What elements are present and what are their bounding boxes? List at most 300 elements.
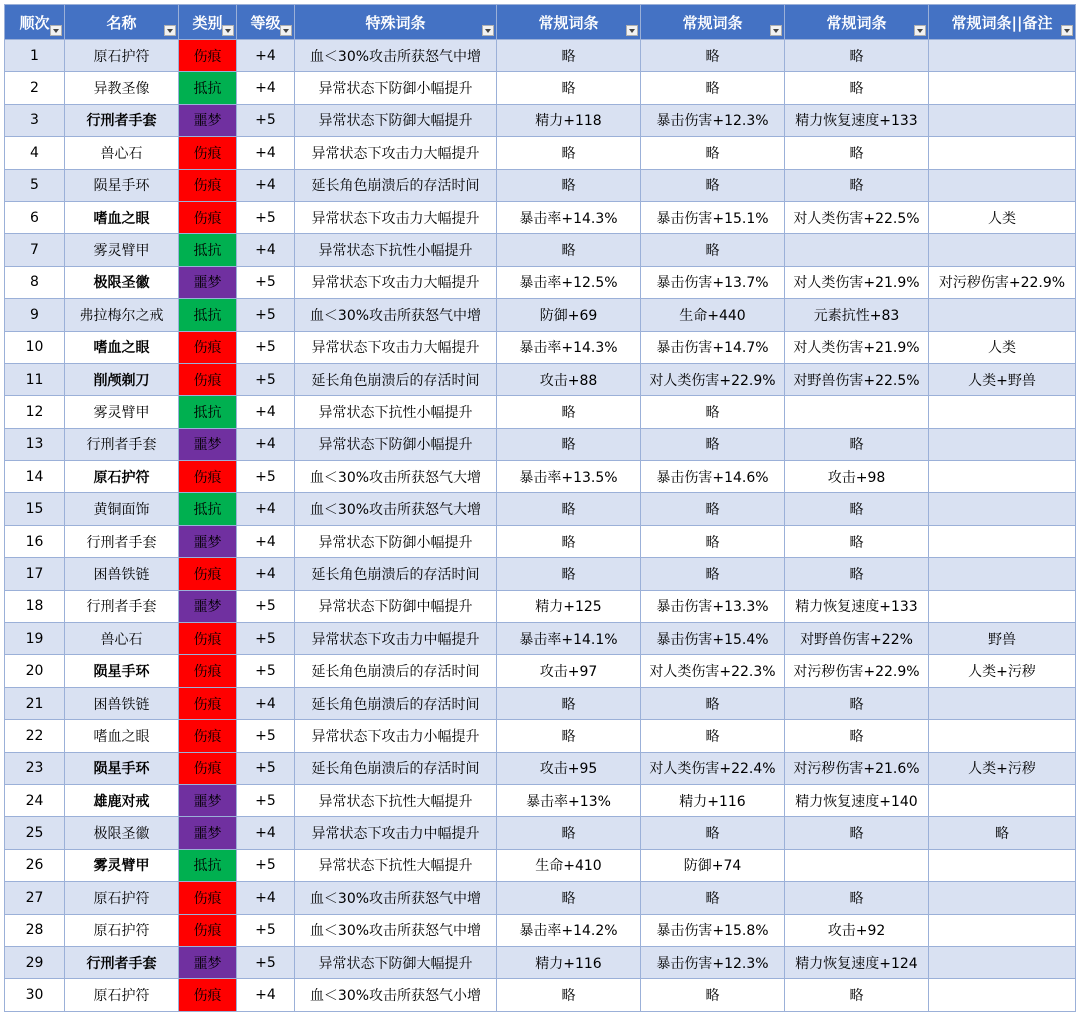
cell-regular-3[interactable]: 略 xyxy=(785,525,929,557)
cell-order[interactable]: 29 xyxy=(5,946,65,978)
filter-dropdown-icon[interactable] xyxy=(164,25,176,36)
table-row xyxy=(5,525,1076,557)
column-header-4 xyxy=(295,5,497,40)
cell-order[interactable]: 3 xyxy=(5,104,65,136)
cell-note[interactable] xyxy=(929,169,1076,201)
cell-special[interactable]: 血＜30%攻击所获怒气小增 xyxy=(295,979,497,1011)
cell-regular-2[interactable]: 生命+440 xyxy=(641,299,785,331)
cell-category[interactable]: 抵抗 xyxy=(179,234,237,266)
cell-order[interactable]: 6 xyxy=(5,201,65,233)
cell-note[interactable] xyxy=(929,137,1076,169)
cell-order[interactable]: 14 xyxy=(5,461,65,493)
cell-name[interactable]: 雾灵臂甲 xyxy=(65,234,179,266)
filter-dropdown-icon[interactable] xyxy=(914,25,926,36)
cell-regular-1[interactable]: 精力+118 xyxy=(497,104,641,136)
cell-order[interactable]: 30 xyxy=(5,979,65,1011)
cell-note[interactable]: 略 xyxy=(929,817,1076,849)
cell-note[interactable] xyxy=(929,104,1076,136)
cell-regular-3[interactable] xyxy=(785,396,929,428)
cell-note[interactable] xyxy=(929,784,1076,816)
cell-regular-1[interactable]: 略 xyxy=(497,169,641,201)
cell-name[interactable]: 原石护符 xyxy=(65,882,179,914)
cell-category[interactable]: 抵抗 xyxy=(179,849,237,881)
cell-order[interactable]: 2 xyxy=(5,72,65,104)
cell-regular-2[interactable]: 略 xyxy=(641,40,785,72)
cell-level[interactable]: +4 xyxy=(237,493,295,525)
cell-name[interactable]: 陨星手环 xyxy=(65,169,179,201)
cell-name[interactable]: 陨星手环 xyxy=(65,655,179,687)
cell-regular-3[interactable]: 略 xyxy=(785,169,929,201)
cell-order[interactable]: 12 xyxy=(5,396,65,428)
cell-name[interactable]: 原石护符 xyxy=(65,914,179,946)
cell-order[interactable]: 16 xyxy=(5,525,65,557)
cell-special[interactable]: 延长角色崩溃后的存活时间 xyxy=(295,655,497,687)
cell-regular-1[interactable]: 略 xyxy=(497,882,641,914)
cell-category[interactable]: 伤痕 xyxy=(179,687,237,719)
cell-regular-2[interactable]: 略 xyxy=(641,493,785,525)
cell-regular-1[interactable]: 精力+125 xyxy=(497,590,641,622)
cell-regular-3[interactable]: 对人类伤害+21.9% xyxy=(785,331,929,363)
cell-regular-3[interactable]: 对人类伤害+21.9% xyxy=(785,266,929,298)
column-header-label: 常规词条 xyxy=(826,13,887,32)
cell-note[interactable] xyxy=(929,461,1076,493)
cell-order[interactable]: 23 xyxy=(5,752,65,784)
table-row xyxy=(5,720,1076,752)
cell-order[interactable]: 1 xyxy=(5,40,65,72)
cell-special[interactable]: 异常状态下抗性大幅提升 xyxy=(295,849,497,881)
cell-category[interactable]: 伤痕 xyxy=(179,752,237,784)
filter-dropdown-icon[interactable] xyxy=(222,25,234,36)
cell-note[interactable] xyxy=(929,72,1076,104)
cell-regular-1[interactable]: 略 xyxy=(497,558,641,590)
cell-order[interactable]: 5 xyxy=(5,169,65,201)
cell-note[interactable]: 对污秽伤害+22.9% xyxy=(929,266,1076,298)
table-row xyxy=(5,428,1076,460)
cell-order[interactable]: 9 xyxy=(5,299,65,331)
cell-regular-1[interactable]: 略 xyxy=(497,979,641,1011)
column-header-6 xyxy=(641,5,785,40)
cell-special[interactable]: 异常状态下攻击力大幅提升 xyxy=(295,331,497,363)
cell-note[interactable] xyxy=(929,946,1076,978)
cell-note[interactable]: 野兽 xyxy=(929,623,1076,655)
cell-regular-1[interactable]: 略 xyxy=(497,234,641,266)
cell-category[interactable]: 伤痕 xyxy=(179,461,237,493)
cell-regular-2[interactable]: 略 xyxy=(641,169,785,201)
cell-regular-1[interactable]: 攻击+95 xyxy=(497,752,641,784)
cell-special[interactable]: 血＜30%攻击所获怒气大增 xyxy=(295,493,497,525)
cell-note[interactable]: 人类+野兽 xyxy=(929,363,1076,395)
cell-order[interactable]: 25 xyxy=(5,817,65,849)
cell-note[interactable] xyxy=(929,914,1076,946)
cell-order[interactable]: 20 xyxy=(5,655,65,687)
cell-regular-3[interactable]: 对野兽伤害+22.5% xyxy=(785,363,929,395)
cell-name[interactable]: 雾灵臂甲 xyxy=(65,849,179,881)
cell-order[interactable]: 27 xyxy=(5,882,65,914)
cell-regular-2[interactable]: 对人类伤害+22.9% xyxy=(641,363,785,395)
cell-regular-2[interactable]: 略 xyxy=(641,817,785,849)
cell-regular-1[interactable]: 暴击率+14.3% xyxy=(497,201,641,233)
cell-regular-2[interactable]: 对人类伤害+22.3% xyxy=(641,655,785,687)
cell-regular-3[interactable]: 攻击+92 xyxy=(785,914,929,946)
cell-name[interactable]: 兽心石 xyxy=(65,623,179,655)
cell-regular-3[interactable]: 元素抗性+83 xyxy=(785,299,929,331)
cell-level[interactable]: +5 xyxy=(237,623,295,655)
cell-level[interactable]: +4 xyxy=(237,169,295,201)
cell-special[interactable]: 血＜30%攻击所获怒气中增 xyxy=(295,40,497,72)
cell-note[interactable] xyxy=(929,590,1076,622)
cell-regular-3[interactable]: 对人类伤害+22.5% xyxy=(785,201,929,233)
filter-dropdown-icon[interactable] xyxy=(1061,25,1073,36)
column-header-2 xyxy=(179,5,237,40)
cell-regular-1[interactable]: 暴击率+14.3% xyxy=(497,331,641,363)
cell-level[interactable]: +5 xyxy=(237,266,295,298)
cell-category[interactable]: 抵抗 xyxy=(179,396,237,428)
cell-note[interactable]: 人类 xyxy=(929,331,1076,363)
cell-level[interactable]: +5 xyxy=(237,946,295,978)
cell-name[interactable]: 嗜血之眼 xyxy=(65,720,179,752)
cell-level[interactable]: +4 xyxy=(237,817,295,849)
cell-regular-3[interactable] xyxy=(785,234,929,266)
cell-special[interactable]: 异常状态下抗性小幅提升 xyxy=(295,234,497,266)
cell-name[interactable]: 原石护符 xyxy=(65,40,179,72)
column-header-0 xyxy=(5,5,65,40)
cell-category[interactable]: 伤痕 xyxy=(179,914,237,946)
cell-category[interactable]: 伤痕 xyxy=(179,558,237,590)
table-row xyxy=(5,784,1076,816)
cell-regular-2[interactable]: 略 xyxy=(641,396,785,428)
cell-regular-1[interactable]: 暴击率+14.1% xyxy=(497,623,641,655)
cell-regular-3[interactable]: 对野兽伤害+22% xyxy=(785,623,929,655)
cell-category[interactable]: 伤痕 xyxy=(179,363,237,395)
column-header-7 xyxy=(785,5,929,40)
cell-order[interactable]: 8 xyxy=(5,266,65,298)
cell-regular-3[interactable]: 略 xyxy=(785,72,929,104)
cell-note[interactable] xyxy=(929,882,1076,914)
cell-category[interactable]: 伤痕 xyxy=(179,882,237,914)
cell-name[interactable]: 嗜血之眼 xyxy=(65,331,179,363)
cell-level[interactable]: +5 xyxy=(237,752,295,784)
cell-regular-1[interactable]: 暴击率+14.2% xyxy=(497,914,641,946)
cell-regular-1[interactable]: 暴击率+13% xyxy=(497,784,641,816)
cell-name[interactable]: 行刑者手套 xyxy=(65,946,179,978)
cell-category[interactable]: 噩梦 xyxy=(179,266,237,298)
filter-dropdown-icon[interactable] xyxy=(626,25,638,36)
cell-name[interactable]: 困兽铁链 xyxy=(65,558,179,590)
filter-dropdown-icon[interactable] xyxy=(50,25,62,36)
cell-note[interactable] xyxy=(929,40,1076,72)
cell-level[interactable]: +4 xyxy=(237,558,295,590)
cell-regular-1[interactable]: 略 xyxy=(497,525,641,557)
cell-name[interactable]: 嗜血之眼 xyxy=(65,201,179,233)
cell-special[interactable]: 异常状态下防御中幅提升 xyxy=(295,590,497,622)
cell-level[interactable]: +5 xyxy=(237,363,295,395)
cell-regular-2[interactable]: 略 xyxy=(641,137,785,169)
cell-regular-3[interactable]: 攻击+98 xyxy=(785,461,929,493)
cell-regular-3[interactable]: 略 xyxy=(785,817,929,849)
cell-level[interactable]: +4 xyxy=(237,234,295,266)
cell-name[interactable]: 行刑者手套 xyxy=(65,525,179,557)
cell-level[interactable]: +4 xyxy=(237,72,295,104)
cell-category[interactable]: 伤痕 xyxy=(179,169,237,201)
cell-special[interactable]: 异常状态下攻击力中幅提升 xyxy=(295,817,497,849)
cell-note[interactable] xyxy=(929,687,1076,719)
cell-order[interactable]: 17 xyxy=(5,558,65,590)
cell-regular-1[interactable]: 略 xyxy=(497,817,641,849)
cell-name[interactable]: 弗拉梅尔之戒 xyxy=(65,299,179,331)
cell-regular-2[interactable]: 暴击伤害+15.8% xyxy=(641,914,785,946)
cell-name[interactable]: 兽心石 xyxy=(65,137,179,169)
cell-note[interactable] xyxy=(929,525,1076,557)
cell-regular-1[interactable]: 略 xyxy=(497,720,641,752)
cell-level[interactable]: +4 xyxy=(237,428,295,460)
cell-name[interactable]: 异教圣像 xyxy=(65,72,179,104)
cell-level[interactable]: +5 xyxy=(237,784,295,816)
cell-name[interactable]: 行刑者手套 xyxy=(65,428,179,460)
cell-regular-1[interactable]: 略 xyxy=(497,396,641,428)
cell-special[interactable]: 血＜30%攻击所获怒气中增 xyxy=(295,299,497,331)
table-row xyxy=(5,817,1076,849)
cell-level[interactable]: +4 xyxy=(237,687,295,719)
cell-name[interactable]: 极限圣徽 xyxy=(65,817,179,849)
column-header-label: 名称 xyxy=(106,13,137,32)
cell-category[interactable]: 抵抗 xyxy=(179,72,237,104)
cell-special[interactable]: 异常状态下防御小幅提升 xyxy=(295,525,497,557)
cell-category[interactable]: 噩梦 xyxy=(179,590,237,622)
cell-category[interactable]: 噩梦 xyxy=(179,104,237,136)
cell-special[interactable]: 血＜30%攻击所获怒气大增 xyxy=(295,461,497,493)
cell-regular-3[interactable]: 精力恢复速度+124 xyxy=(785,946,929,978)
cell-note[interactable] xyxy=(929,720,1076,752)
table-row xyxy=(5,299,1076,331)
cell-category[interactable]: 伤痕 xyxy=(179,137,237,169)
filter-dropdown-icon[interactable] xyxy=(770,25,782,36)
cell-regular-3[interactable]: 略 xyxy=(785,428,929,460)
cell-level[interactable]: +4 xyxy=(237,979,295,1011)
cell-regular-2[interactable]: 暴击伤害+13.7% xyxy=(641,266,785,298)
cell-order[interactable]: 26 xyxy=(5,849,65,881)
cell-special[interactable]: 异常状态下攻击力大幅提升 xyxy=(295,137,497,169)
cell-note[interactable] xyxy=(929,493,1076,525)
cell-special[interactable]: 异常状态下攻击力小幅提升 xyxy=(295,720,497,752)
cell-level[interactable]: +5 xyxy=(237,914,295,946)
cell-order[interactable]: 18 xyxy=(5,590,65,622)
cell-level[interactable]: +5 xyxy=(237,720,295,752)
table-row xyxy=(5,363,1076,395)
cell-regular-1[interactable]: 略 xyxy=(497,428,641,460)
cell-regular-2[interactable]: 略 xyxy=(641,882,785,914)
cell-regular-2[interactable]: 暴击伤害+12.3% xyxy=(641,104,785,136)
cell-category[interactable]: 噩梦 xyxy=(179,784,237,816)
cell-category[interactable]: 伤痕 xyxy=(179,979,237,1011)
cell-order[interactable]: 13 xyxy=(5,428,65,460)
header-row xyxy=(5,5,1076,40)
column-header-label: 常规词条||备注 xyxy=(951,13,1053,32)
cell-regular-1[interactable]: 略 xyxy=(497,687,641,719)
cell-special[interactable]: 异常状态下攻击力大幅提升 xyxy=(295,266,497,298)
cell-level[interactable]: +5 xyxy=(237,299,295,331)
cell-special[interactable]: 血＜30%攻击所获怒气中增 xyxy=(295,882,497,914)
cell-level[interactable]: +5 xyxy=(237,590,295,622)
cell-order[interactable]: 19 xyxy=(5,623,65,655)
cell-order[interactable]: 11 xyxy=(5,363,65,395)
cell-regular-1[interactable]: 略 xyxy=(497,493,641,525)
cell-category[interactable]: 噩梦 xyxy=(179,946,237,978)
cell-regular-3[interactable]: 对污秽伤害+21.6% xyxy=(785,752,929,784)
cell-category[interactable]: 伤痕 xyxy=(179,331,237,363)
cell-special[interactable]: 异常状态下攻击力中幅提升 xyxy=(295,623,497,655)
table-row xyxy=(5,882,1076,914)
cell-regular-3[interactable]: 对污秽伤害+22.9% xyxy=(785,655,929,687)
equipment-table xyxy=(4,4,1076,1012)
cell-regular-3[interactable]: 精力恢复速度+140 xyxy=(785,784,929,816)
cell-regular-2[interactable]: 略 xyxy=(641,428,785,460)
cell-category[interactable]: 噩梦 xyxy=(179,428,237,460)
cell-name[interactable]: 原石护符 xyxy=(65,461,179,493)
cell-category[interactable]: 抵抗 xyxy=(179,493,237,525)
cell-regular-1[interactable]: 攻击+88 xyxy=(497,363,641,395)
cell-regular-2[interactable]: 对人类伤害+22.4% xyxy=(641,752,785,784)
cell-level[interactable]: +4 xyxy=(237,396,295,428)
cell-regular-1[interactable]: 暴击率+12.5% xyxy=(497,266,641,298)
cell-regular-3[interactable]: 精力恢复速度+133 xyxy=(785,104,929,136)
cell-note[interactable] xyxy=(929,428,1076,460)
cell-special[interactable]: 异常状态下防御小幅提升 xyxy=(295,72,497,104)
cell-note[interactable] xyxy=(929,558,1076,590)
cell-regular-1[interactable]: 暴击率+13.5% xyxy=(497,461,641,493)
cell-category[interactable]: 噩梦 xyxy=(179,817,237,849)
cell-category[interactable]: 抵抗 xyxy=(179,299,237,331)
cell-category[interactable]: 伤痕 xyxy=(179,655,237,687)
cell-regular-1[interactable]: 略 xyxy=(497,40,641,72)
cell-special[interactable]: 异常状态下抗性大幅提升 xyxy=(295,784,497,816)
cell-note[interactable] xyxy=(929,234,1076,266)
cell-level[interactable]: +5 xyxy=(237,461,295,493)
cell-regular-2[interactable]: 略 xyxy=(641,558,785,590)
cell-note[interactable] xyxy=(929,979,1076,1011)
cell-note[interactable]: 人类 xyxy=(929,201,1076,233)
cell-special[interactable]: 延长角色崩溃后的存活时间 xyxy=(295,752,497,784)
cell-regular-1[interactable]: 生命+410 xyxy=(497,849,641,881)
cell-special[interactable]: 延长角色崩溃后的存活时间 xyxy=(295,558,497,590)
cell-regular-2[interactable]: 暴击伤害+12.3% xyxy=(641,946,785,978)
cell-order[interactable]: 24 xyxy=(5,784,65,816)
cell-note[interactable]: 人类+污秽 xyxy=(929,655,1076,687)
cell-name[interactable]: 黄铜面饰 xyxy=(65,493,179,525)
cell-level[interactable]: +5 xyxy=(237,331,295,363)
cell-regular-2[interactable]: 暴击伤害+13.3% xyxy=(641,590,785,622)
cell-regular-2[interactable]: 略 xyxy=(641,234,785,266)
cell-regular-2[interactable]: 暴击伤害+15.1% xyxy=(641,201,785,233)
cell-order[interactable]: 10 xyxy=(5,331,65,363)
cell-special[interactable]: 延长角色崩溃后的存活时间 xyxy=(295,687,497,719)
cell-regular-3[interactable]: 略 xyxy=(785,979,929,1011)
cell-category[interactable]: 伤痕 xyxy=(179,623,237,655)
cell-regular-1[interactable]: 略 xyxy=(497,137,641,169)
cell-level[interactable]: +4 xyxy=(237,525,295,557)
cell-order[interactable]: 21 xyxy=(5,687,65,719)
cell-order[interactable]: 15 xyxy=(5,493,65,525)
cell-name[interactable]: 极限圣徽 xyxy=(65,266,179,298)
cell-regular-2[interactable]: 略 xyxy=(641,72,785,104)
cell-category[interactable]: 伤痕 xyxy=(179,40,237,72)
cell-category[interactable]: 伤痕 xyxy=(179,720,237,752)
table-row xyxy=(5,40,1076,72)
cell-name[interactable]: 雾灵臂甲 xyxy=(65,396,179,428)
cell-special[interactable]: 异常状态下抗性小幅提升 xyxy=(295,396,497,428)
column-header-5 xyxy=(497,5,641,40)
cell-name[interactable]: 雄鹿对戒 xyxy=(65,784,179,816)
cell-special[interactable]: 延长角色崩溃后的存活时间 xyxy=(295,169,497,201)
cell-order[interactable]: 7 xyxy=(5,234,65,266)
cell-special[interactable]: 异常状态下攻击力大幅提升 xyxy=(295,201,497,233)
cell-level[interactable]: +5 xyxy=(237,655,295,687)
cell-regular-3[interactable]: 略 xyxy=(785,40,929,72)
cell-level[interactable]: +5 xyxy=(237,104,295,136)
cell-regular-1[interactable]: 略 xyxy=(497,72,641,104)
cell-name[interactable]: 陨星手环 xyxy=(65,752,179,784)
cell-name[interactable]: 削颅剃刀 xyxy=(65,363,179,395)
cell-regular-2[interactable]: 防御+74 xyxy=(641,849,785,881)
cell-name[interactable]: 原石护符 xyxy=(65,979,179,1011)
cell-note[interactable] xyxy=(929,299,1076,331)
cell-regular-1[interactable]: 防御+69 xyxy=(497,299,641,331)
cell-special[interactable]: 异常状态下防御大幅提升 xyxy=(295,104,497,136)
cell-special[interactable]: 血＜30%攻击所获怒气中增 xyxy=(295,914,497,946)
cell-regular-3[interactable]: 略 xyxy=(785,720,929,752)
cell-regular-3[interactable]: 略 xyxy=(785,493,929,525)
cell-regular-3[interactable] xyxy=(785,849,929,881)
cell-special[interactable]: 延长角色崩溃后的存活时间 xyxy=(295,363,497,395)
table-row xyxy=(5,201,1076,233)
cell-regular-2[interactable]: 略 xyxy=(641,979,785,1011)
cell-category[interactable]: 噩梦 xyxy=(179,525,237,557)
cell-name[interactable]: 行刑者手套 xyxy=(65,590,179,622)
cell-regular-2[interactable]: 略 xyxy=(641,720,785,752)
cell-regular-3[interactable]: 略 xyxy=(785,687,929,719)
cell-regular-2[interactable]: 略 xyxy=(641,525,785,557)
cell-regular-2[interactable]: 暴击伤害+14.7% xyxy=(641,331,785,363)
cell-order[interactable]: 4 xyxy=(5,137,65,169)
cell-regular-3[interactable]: 略 xyxy=(785,882,929,914)
cell-level[interactable]: +5 xyxy=(237,201,295,233)
cell-name[interactable]: 行刑者手套 xyxy=(65,104,179,136)
cell-level[interactable]: +4 xyxy=(237,882,295,914)
cell-note[interactable] xyxy=(929,396,1076,428)
cell-regular-2[interactable]: 精力+116 xyxy=(641,784,785,816)
cell-note[interactable]: 人类+污秽 xyxy=(929,752,1076,784)
cell-category[interactable]: 伤痕 xyxy=(179,201,237,233)
cell-regular-2[interactable]: 暴击伤害+14.6% xyxy=(641,461,785,493)
cell-name[interactable]: 困兽铁链 xyxy=(65,687,179,719)
cell-regular-1[interactable]: 精力+116 xyxy=(497,946,641,978)
cell-order[interactable]: 22 xyxy=(5,720,65,752)
filter-dropdown-icon[interactable] xyxy=(482,25,494,36)
cell-regular-3[interactable]: 精力恢复速度+133 xyxy=(785,590,929,622)
cell-note[interactable] xyxy=(929,849,1076,881)
cell-level[interactable]: +4 xyxy=(237,40,295,72)
cell-regular-2[interactable]: 暴击伤害+15.4% xyxy=(641,623,785,655)
cell-regular-1[interactable]: 攻击+97 xyxy=(497,655,641,687)
cell-order[interactable]: 28 xyxy=(5,914,65,946)
filter-dropdown-icon[interactable] xyxy=(280,25,292,36)
cell-regular-3[interactable]: 略 xyxy=(785,137,929,169)
cell-regular-2[interactable]: 略 xyxy=(641,687,785,719)
cell-level[interactable]: +5 xyxy=(237,849,295,881)
cell-level[interactable]: +4 xyxy=(237,137,295,169)
cell-special[interactable]: 异常状态下防御大幅提升 xyxy=(295,946,497,978)
cell-regular-3[interactable]: 略 xyxy=(785,558,929,590)
cell-special[interactable]: 异常状态下防御小幅提升 xyxy=(295,428,497,460)
